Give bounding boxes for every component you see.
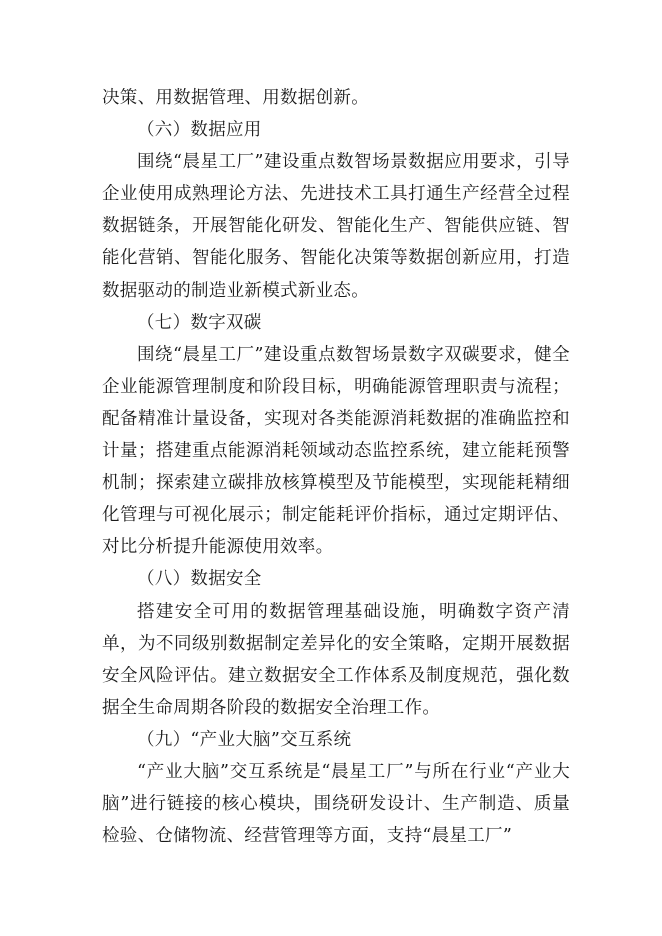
section-paragraph-industry-brain: “产业大脑”交互系统是“晨星工厂”与所在行业“产业大脑”进行链接的核心模块，围绕研发设计、生产制造、质量检验、仓储物流、经营管理等方面，支持“晨星工厂” (102, 761, 570, 847)
section-heading-industry-brain: （九）“产业大脑”交互系统 (137, 729, 352, 750)
document-body (102, 82, 570, 852)
section-heading-digital-carbon: （七）数字双碳 (137, 312, 262, 333)
section-heading-data-application: （六）数据应用 (137, 120, 262, 141)
section-paragraph-data-security: 搭建安全可用的数据管理基础设施，明确数字资产清单，为不同级别数据制定差异化的安全策略，定期开展数据安全风险评估。建立数据安全工作体系及制度规范，强化数据全生命周期各阶段的数据安全治理工作。 (102, 601, 570, 718)
section-heading-data-security: （八）数据安全 (137, 569, 262, 590)
section-paragraph-data-application: 围绕“晨星工厂”建设重点数智场景数据应用要求，引导企业使用成熟理论方法、先进技术工具打通生产经营全过程数据链条，开展智能化研发、智能化生产、智能供应链、智能化营销、智能化服务、智能化决策等数据创新应用，打造数据驱动的制造业新模式新业态。 (102, 152, 570, 301)
continuation-paragraph: 决策、用数据管理、用数据创新。 (102, 88, 369, 108)
section-paragraph-digital-carbon: 围绕“晨星工厂”建设重点数智场景数字双碳要求，健全企业能源管理制度和阶段目标，明确能源管理职责与流程；配备精准计量设备，实现对各类能源消耗数据的准确监控和计量；搭建重点能源消耗领域动态监控系统，建立能耗预警机制；探索建立碳排放核算模型及节能模型，实现能耗精细化管理与可视化展示；制定能耗评价指标，通过定期评估、对比分析提升能源使用效率。 (102, 344, 570, 558)
